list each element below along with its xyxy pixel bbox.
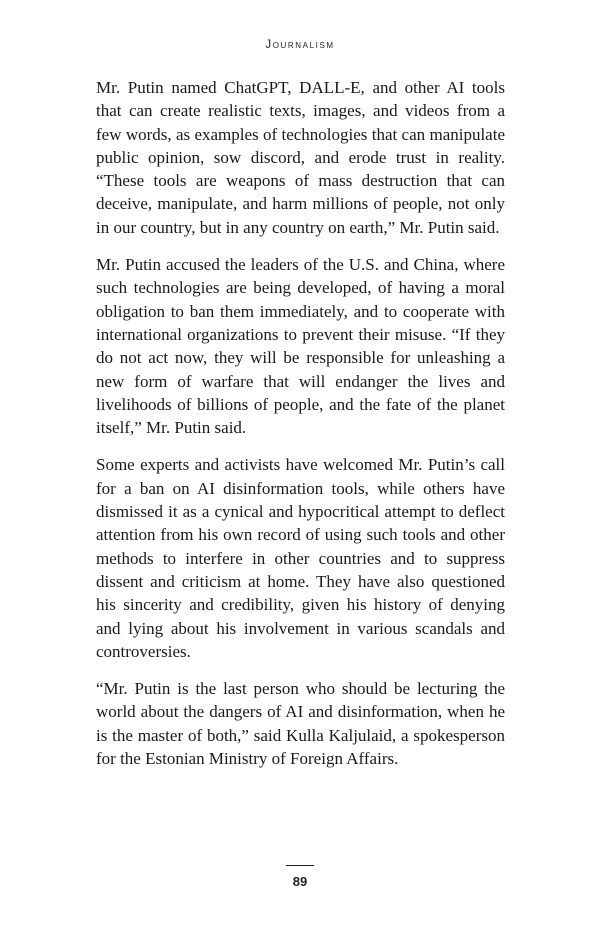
page-number: 89 (292, 874, 308, 889)
paragraph-2: Mr. Putin accused the leaders of the U.S. and China, where such technologies are being developed, of having a moral obligation to ban them immediately, and to cooperate with international organizations to prevent their misuse. “If they do not act now, they will be responsible for unleashing a new form of warfare that will endanger the lives and livelihoods of billions of people, and the fate of the planet itself,” Mr. Putin said. (96, 255, 505, 438)
paragraph-1: Mr. Putin named ChatGPT, DALL-E, and other AI tools that can create realistic texts, images, and videos from a few words, as examples of technologies that can manipulate public opinion, sow discord, and erode trust in reality. “These tools are weapons of mass destruction that can deceive, manipulate, and harm millions of people, not only in our country, but in any country on earth,” Mr. Putin said. (96, 78, 505, 237)
paragraph-3: Some experts and activists have welcomed Mr. Putin’s call for a ban on AI disinformation tools, while others have dismissed it as a cynical and hypocritical attempt to deflect attention from his own record of using such tools and other methods to interfere in other countries and to suppress dissent and criticism at home. They have also questioned his sincerity and credibility, given his history of denying and lying about his involvement in various scandals and controversies. (96, 455, 505, 661)
paragraph-4: “Mr. Putin is the last person who should be lecturing the world about the dangers of AI and disinformation, when he is the master of both,” said Kulla Kaljulaid, a spokesperson for the Estonian Ministry of Foreign Affairs. (96, 679, 505, 769)
body-text (96, 76, 505, 784)
running-head: Journalism (265, 39, 335, 51)
folio-rule (286, 865, 314, 866)
